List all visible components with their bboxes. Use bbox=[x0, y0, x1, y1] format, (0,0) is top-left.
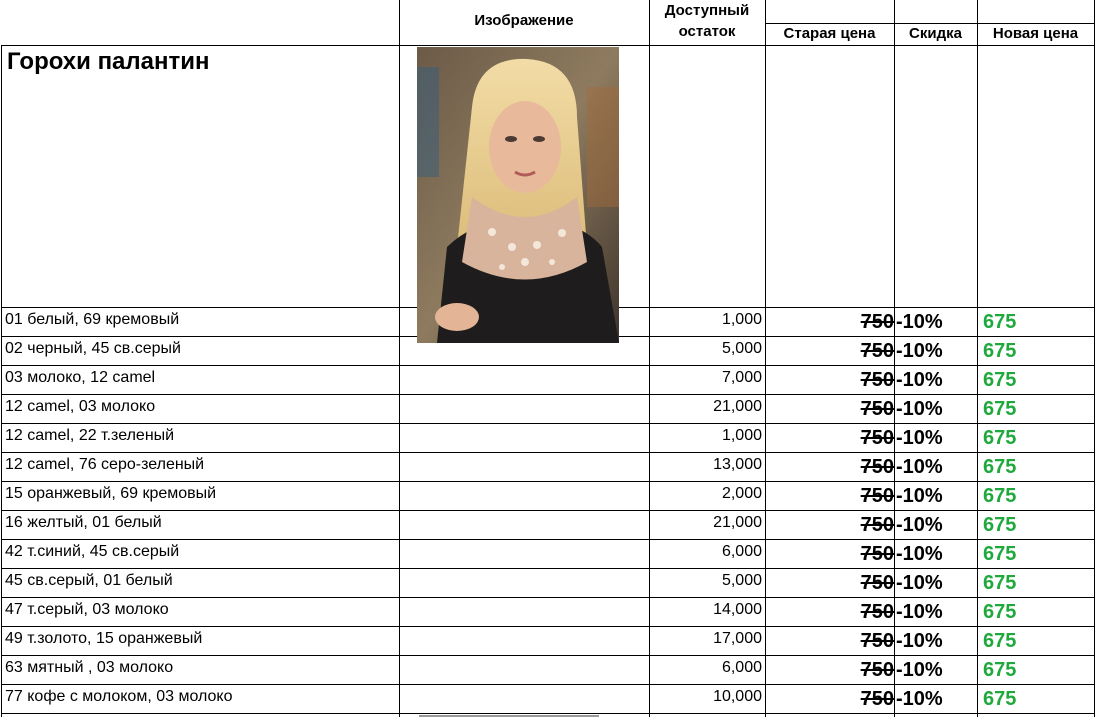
row-discount: -10% bbox=[896, 311, 943, 333]
header-new-price: Новая цена bbox=[992, 25, 1079, 42]
row-color-name: 47 т.серый, 03 молоко bbox=[5, 601, 169, 618]
row-discount: -10% bbox=[896, 630, 943, 652]
grid-line bbox=[1, 539, 1095, 540]
grid-line bbox=[1, 568, 1095, 569]
grid-line bbox=[1, 655, 1095, 656]
row-old-price: 750 bbox=[860, 572, 894, 594]
row-discount: -10% bbox=[896, 543, 943, 565]
row-old-price: 750 bbox=[860, 630, 894, 652]
row-old-price: 750 bbox=[860, 369, 894, 391]
row-stock-qty: 17,000 bbox=[713, 630, 762, 647]
row-color-name: 12 camel, 03 молоко bbox=[5, 398, 156, 415]
header-stock-line2: остаток bbox=[678, 23, 736, 40]
row-old-price: 750 bbox=[860, 311, 894, 333]
row-new-price: 675 bbox=[983, 427, 1017, 449]
row-old-price: 750 bbox=[860, 340, 894, 362]
grid-line bbox=[1, 713, 1095, 714]
header-old-price: Старая цена bbox=[783, 25, 876, 42]
product-title: Горохи палантин bbox=[7, 48, 210, 75]
row-stock-qty: 10,000 bbox=[713, 688, 762, 705]
grid-line bbox=[649, 0, 650, 717]
row-color-name: 03 молоко, 12 camel bbox=[5, 369, 156, 386]
row-stock-qty: 6,000 bbox=[721, 659, 762, 676]
grid-line bbox=[1, 365, 1095, 366]
row-stock-qty: 1,000 bbox=[721, 427, 762, 444]
row-new-price: 675 bbox=[983, 485, 1017, 507]
row-color-name: 42 т.синий, 45 св.серый bbox=[5, 543, 180, 560]
row-new-price: 675 bbox=[983, 543, 1017, 565]
row-stock-qty: 7,000 bbox=[721, 369, 762, 386]
row-discount: -10% bbox=[896, 340, 943, 362]
row-discount: -10% bbox=[896, 572, 943, 594]
header-image: Изображение bbox=[474, 12, 574, 29]
row-color-name: 45 св.серый, 01 белый bbox=[5, 572, 173, 589]
grid-line bbox=[894, 0, 895, 717]
row-old-price: 750 bbox=[860, 601, 894, 623]
grid-line bbox=[1094, 0, 1095, 717]
row-stock-qty: 2,000 bbox=[721, 485, 762, 502]
row-color-name: 16 желтый, 01 белый bbox=[5, 514, 162, 531]
row-discount: -10% bbox=[896, 514, 943, 536]
row-color-name: 15 оранжевый, 69 кремовый bbox=[5, 485, 217, 502]
grid-line bbox=[1, 45, 2, 717]
row-new-price: 675 bbox=[983, 688, 1017, 710]
row-old-price: 750 bbox=[860, 485, 894, 507]
row-old-price: 750 bbox=[860, 398, 894, 420]
row-old-price: 750 bbox=[860, 659, 894, 681]
row-new-price: 675 bbox=[983, 369, 1017, 391]
row-discount: -10% bbox=[896, 427, 943, 449]
row-discount: -10% bbox=[896, 659, 943, 681]
row-color-name: 12 camel, 76 серо-зеленый bbox=[5, 456, 205, 473]
grid-line bbox=[1, 510, 1095, 511]
grid-line bbox=[977, 0, 978, 717]
row-old-price: 750 bbox=[860, 688, 894, 710]
row-new-price: 675 bbox=[983, 340, 1017, 362]
grid-line bbox=[1, 481, 1095, 482]
grid-line bbox=[1, 597, 1095, 598]
row-old-price: 750 bbox=[860, 456, 894, 478]
row-discount: -10% bbox=[896, 398, 943, 420]
row-new-price: 675 bbox=[983, 514, 1017, 536]
row-discount: -10% bbox=[896, 601, 943, 623]
header-stock-line1: Доступный bbox=[664, 2, 750, 19]
row-stock-qty: 6,000 bbox=[721, 543, 762, 560]
row-old-price: 750 bbox=[860, 543, 894, 565]
row-color-name: 49 т.золото, 15 оранжевый bbox=[5, 630, 203, 647]
row-stock-qty: 5,000 bbox=[721, 340, 762, 357]
grid-line bbox=[1, 626, 1095, 627]
header-discount: Скидка bbox=[909, 25, 962, 42]
row-color-name: 63 мятный , 03 молоко bbox=[5, 659, 174, 676]
row-discount: -10% bbox=[896, 369, 943, 391]
row-new-price: 675 bbox=[983, 659, 1017, 681]
row-new-price: 675 bbox=[983, 601, 1017, 623]
row-stock-qty: 1,000 bbox=[721, 311, 762, 328]
grid-line bbox=[1, 452, 1095, 453]
row-stock-qty: 13,000 bbox=[713, 456, 762, 473]
row-discount: -10% bbox=[896, 485, 943, 507]
grid-line bbox=[1, 684, 1095, 685]
row-stock-qty: 14,000 bbox=[713, 601, 762, 618]
row-new-price: 675 bbox=[983, 572, 1017, 594]
row-stock-qty: 21,000 bbox=[713, 514, 762, 531]
row-new-price: 675 bbox=[983, 398, 1017, 420]
row-stock-qty: 5,000 bbox=[721, 572, 762, 589]
row-discount: -10% bbox=[896, 456, 943, 478]
row-old-price: 750 bbox=[860, 514, 894, 536]
grid-line bbox=[399, 0, 400, 717]
row-stock-qty: 21,000 bbox=[713, 398, 762, 415]
row-new-price: 675 bbox=[983, 630, 1017, 652]
row-new-price: 675 bbox=[983, 456, 1017, 478]
woman-with-scarf-photo-image bbox=[417, 47, 619, 343]
row-old-price: 750 bbox=[860, 427, 894, 449]
grid-line bbox=[1, 423, 1095, 424]
row-color-name: 02 черный, 45 св.серый bbox=[5, 340, 181, 357]
grid-line bbox=[1, 45, 1095, 46]
product-photo bbox=[417, 47, 619, 343]
row-color-name: 01 белый, 69 кремовый bbox=[5, 311, 180, 328]
row-color-name: 12 camel, 22 т.зеленый bbox=[5, 427, 175, 444]
row-discount: -10% bbox=[896, 688, 943, 710]
grid-line bbox=[1, 394, 1095, 395]
row-new-price: 675 bbox=[983, 311, 1017, 333]
row-color-name: 77 кофе с молоком, 03 молоко bbox=[5, 688, 233, 705]
